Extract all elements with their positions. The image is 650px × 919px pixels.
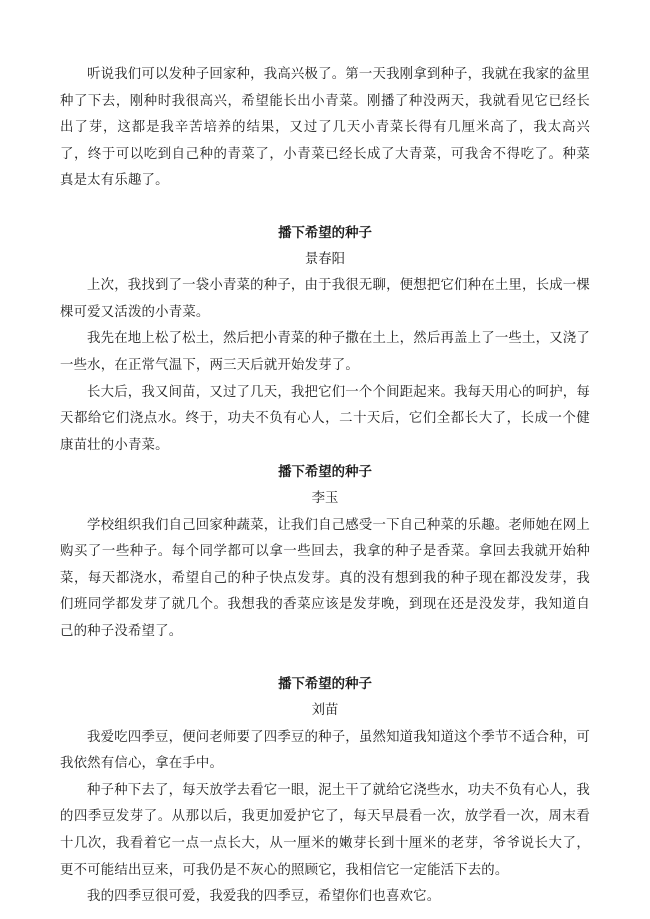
essay1-author: 景春阳 — [304, 251, 346, 267]
essay2-author: 李玉 — [311, 490, 339, 506]
section-gap — [60, 195, 590, 220]
essay2-title: 播下希望的种子 — [278, 464, 372, 481]
document-body — [60, 62, 590, 911]
essay1-paragraph-3: 长大后，我又间苗，又过了几天，我把它们一个个间距起来。我每天用心的呵护，每天都给它们浇点水。终于，功夫不负有心人，二十天后，它们全都长大了，长成一个健康苗壮的小青菜。 — [60, 384, 590, 453]
essay2-paragraph-1: 学校组织我们自己回家种蔬菜，让我们自己感受一下自己种菜的乐趣。老师她在网上购买了一些种子。每个同学都可以拿一些回去，我拿的种子是香菜。拿回去我就开始种菜，每天都浇水，希望自己的种子快点发芽。真的没有想到我的种子现在都没发芽，我们班同学都发芽了就几个。我想我的香菜应该是发芽晚，到现在还是没发芽，我知道自己的种子没希望了。 — [60, 517, 590, 639]
intro-paragraph: 听说我们可以发种子回家种，我高兴极了。第一天我刚拿到种子，我就在我家的盆里种了下去，刚种时我很高兴，希望能长出小青菜。刚播了种没两天，我就看见它已经长出了芽，这都是我辛苦培养的结果，又过了几天小青菜长得有几厘米高了，我太高兴了，终于可以吃到自己种的青菜了，小青菜已经长成了大青菜，可我舍不得吃了。种菜真是太有乐趣了。 — [60, 67, 590, 189]
essay3-paragraph-1: 我爱吃四季豆，便问老师要了四季豆的种子，虽然知道我知道这个季节不适合种，可我依然有信心，拿在手中。 — [60, 729, 590, 772]
essay3-author: 刘苗 — [311, 703, 339, 719]
essay1-paragraph-1: 上次，我找到了一袋小青菜的种子，由于我很无聊，便想把它们种在土里，长成一棵棵可爱又活泼的小青菜。 — [60, 278, 590, 320]
essay3-paragraph-3: 我的四季豆很可爱，我爱我的四季豆，希望你们也喜欢它。 — [87, 889, 441, 905]
section-gap — [60, 645, 590, 671]
essay3-paragraph-2: 种子种下去了，每天放学去看它一眼，泥土干了就给它浇些水，功夫不负有心人，我的四季豆发芽了。从那以后，我更加爱护它了，每天早晨看一次，放学看一次，周末看十几次，我看着它一点一点长大，从一厘米的嫩芽长到十厘米的老芽，爷爷说长大了，更不可能结出豆来，可我仍是不灰心的照顾它，我相信它一定能活下去的。 — [60, 782, 590, 878]
essay1-title: 播下希望的种子 — [278, 224, 372, 241]
essay1-paragraph-2: 我先在地上松了松土，然后把小青菜的种子撒在土上，然后再盖上了一些土，又浇了一些水，在正常气温下，两三天后就开始发芽了。 — [60, 331, 590, 373]
essay3-title: 播下希望的种子 — [278, 676, 372, 693]
